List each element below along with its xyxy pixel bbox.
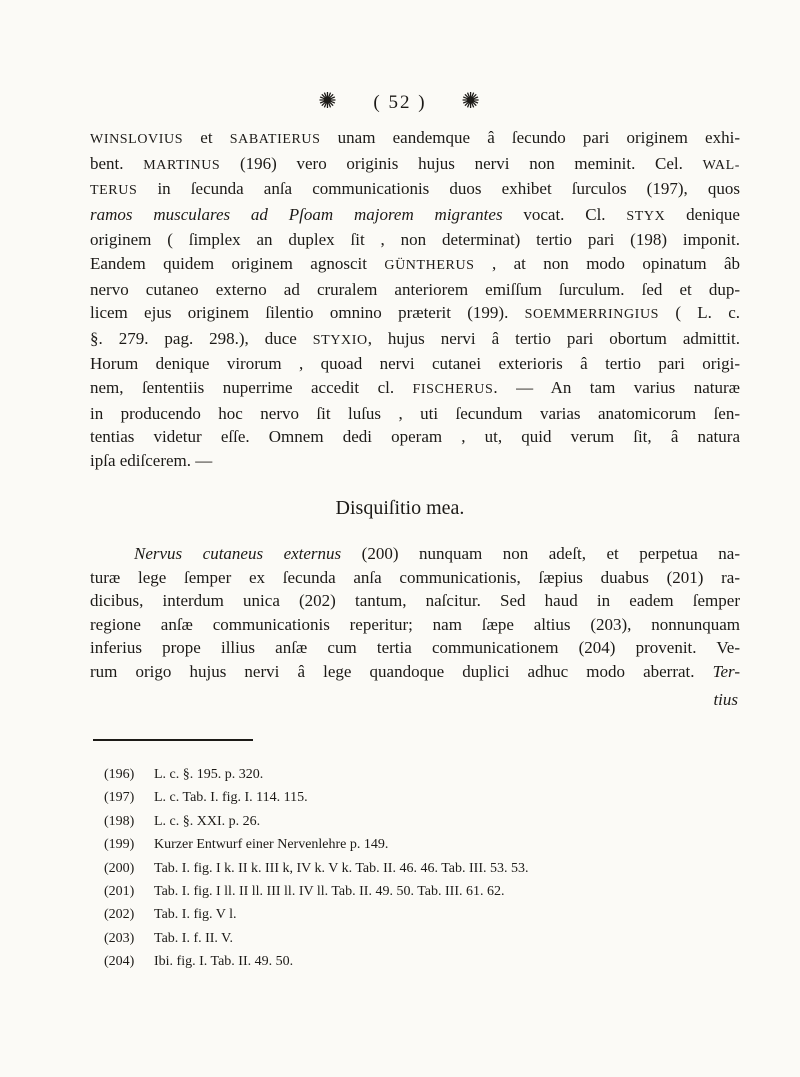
text-run: Horum denique virorum , quoad nervi cutanei exterioris â tertio pari origi-: [90, 354, 740, 374]
page-number: ( 52 ): [373, 92, 427, 113]
text-run: inferius prope illius anſæ cum tertia communicationem (204) provenit. Ve-: [90, 638, 740, 658]
footnote: [104, 950, 744, 973]
footnote: [104, 857, 744, 880]
text-run: , hujus nervi â tertio pari obortum admittit.: [367, 328, 740, 348]
text-line: [90, 613, 740, 637]
catchword: tius: [713, 690, 738, 709]
paragraph-1: [90, 126, 740, 472]
footnote-text: Tab. I. fig. V l.: [154, 907, 237, 923]
text-run: vocat. Cl.: [502, 204, 627, 224]
text-run: (200) nunquam non adeſt, et perpetua na-: [341, 544, 740, 563]
author-name: WAL-: [702, 157, 740, 173]
text-run: turæ lege ſemper ex ſecunda anſa communicationis, ſæpius duabus (201) ra-: [90, 567, 740, 587]
footnote-number: (203): [104, 930, 135, 946]
author-name: SABATIERUS: [229, 132, 321, 147]
footnotes: [104, 763, 744, 974]
ornament-left-icon: ✺: [318, 88, 339, 113]
text-run: (196) vero originis hujus nervi non meminit. Cel.: [220, 153, 703, 173]
footnote-rule: [93, 739, 253, 741]
text-run: regione anſæ communicationis reperitur; nam ſæpe altius (203), nonnunquam: [90, 614, 740, 634]
text-run: §. 279. pag. 298.), duce: [90, 328, 313, 348]
text-line: [90, 152, 740, 178]
footnote-number: (200): [104, 860, 135, 876]
text-run: nervo cutaneo externo ad cruralem anteriorem emiſſum ſurculum. ſed et dup-: [90, 279, 740, 299]
text-line: [90, 177, 740, 203]
text-run: unam eandemque â ſecundo pari originem exhi-: [320, 128, 740, 147]
section-heading: Disquiſitio mea.: [335, 497, 465, 519]
text-line: [90, 228, 740, 252]
footnote: [104, 903, 744, 926]
text-line: [90, 402, 740, 426]
text-run: tentias videtur eſſe. Omnem dedi operam , ut, quid verum ſit, â natura: [90, 427, 740, 447]
footnote: [104, 810, 744, 833]
running-header: [0, 88, 800, 114]
footnote-number: (204): [104, 954, 135, 970]
text-line: [90, 660, 740, 684]
text-line: [90, 252, 740, 278]
text-run: bent.: [90, 153, 144, 173]
text-line: [90, 352, 740, 376]
footnote: [104, 880, 744, 903]
text-run: dicibus, interdum unica (202) tantum, naſcitur. Sed haud in eadem ſemper: [90, 591, 740, 611]
text-run: . — An tam varius naturæ: [493, 377, 740, 397]
author-name: WINSLOVIUS: [90, 132, 184, 147]
footnote-number: (196): [104, 767, 135, 782]
footnote-text: L. c. §. 195. p. 320.: [154, 767, 264, 782]
text-run: in ſecunda anſa communicationis duos exhibet ſurculos (197), quos: [137, 179, 740, 199]
text-run: Eandem quidem originem agnoscit: [90, 253, 385, 273]
text-line: [90, 425, 740, 449]
author-name: STYXIO: [312, 332, 368, 348]
text-run: denique: [665, 204, 740, 224]
text-line: [90, 278, 740, 302]
author-name: STYX: [626, 208, 666, 224]
paragraph-2: [90, 542, 740, 684]
footnote-number: (197): [104, 790, 135, 806]
author-name: SOEMMERRINGIUS: [524, 307, 660, 323]
footnote-text: L. c. §. XXI. p. 26.: [154, 813, 261, 829]
footnote: [104, 833, 744, 856]
text-run: licem ejus originem ſilentio omnino præterit (199).: [90, 303, 525, 323]
author-name: TERUS: [90, 183, 138, 199]
footnote-number: (198): [104, 813, 135, 829]
text-line: [90, 566, 740, 590]
footnote-text: Tab. I. fig. I ll. II ll. III ll. IV ll. Tab. II. 49. 50. Tab. III. 61. 62.: [154, 884, 505, 900]
text-line: [90, 327, 740, 353]
italic-phrase: Nervus cutaneus externus: [134, 544, 342, 563]
author-name: GÜNTHERUS: [384, 257, 475, 273]
footnote: [104, 786, 744, 809]
ornament-right-icon: ✺: [461, 88, 482, 113]
text-run: ( L. c.: [659, 303, 741, 323]
footnote-text: Kurzer Entwurf einer Nervenlehre p. 149.: [154, 837, 389, 853]
footnote-text: Tab. I. fig. I k. II k. III k, IV k. V k. Tab. II. 46. 46. Tab. III. 53. 53.: [154, 860, 529, 876]
text-run: rum origo hujus nervi â lege quandoque duplici adhuc modo aberrat.: [90, 661, 713, 681]
footnote-number: (201): [104, 884, 135, 900]
footnote-number: (199): [104, 837, 135, 853]
footnote: [104, 763, 744, 786]
author-name: FISCHERUS: [412, 381, 494, 397]
text-line: [90, 542, 740, 566]
text-line: [90, 126, 740, 152]
text-line: [90, 376, 740, 402]
text-line: [90, 301, 740, 327]
text-run: ipſa ediſcerem. —: [90, 450, 213, 470]
footnote-number: (202): [104, 907, 135, 923]
footnote-text: Ibi. fig. I. Tab. II. 49. 50.: [154, 954, 294, 970]
text-run: originem ( ſimplex an duplex ſit , non determinat) tertio pari (198) imponit.: [90, 230, 740, 250]
text-run: , at non modo opinatum âb: [474, 253, 740, 273]
text-line: [90, 449, 740, 473]
italic-phrase: Ter-: [712, 661, 740, 681]
footnote-text: Tab. I. f. II. V.: [154, 930, 233, 946]
text-line: [90, 203, 740, 229]
text-line: [90, 636, 740, 660]
footnote-text: L. c. Tab. I. fig. I. 114. 115.: [154, 790, 308, 806]
text-line: [90, 589, 740, 613]
author-name: MARTINUS: [143, 157, 221, 173]
text-run: in producendo hoc nervo ſit luſus , uti ſecundum varias anatomicorum ſen-: [90, 403, 740, 423]
italic-phrase: ramos musculares ad Pſoam majorem migrantes: [90, 204, 503, 224]
footnote: [104, 927, 744, 950]
text-run: et: [183, 128, 230, 147]
text-run: nem, ſententiis nuperrime accedit cl.: [90, 377, 413, 397]
